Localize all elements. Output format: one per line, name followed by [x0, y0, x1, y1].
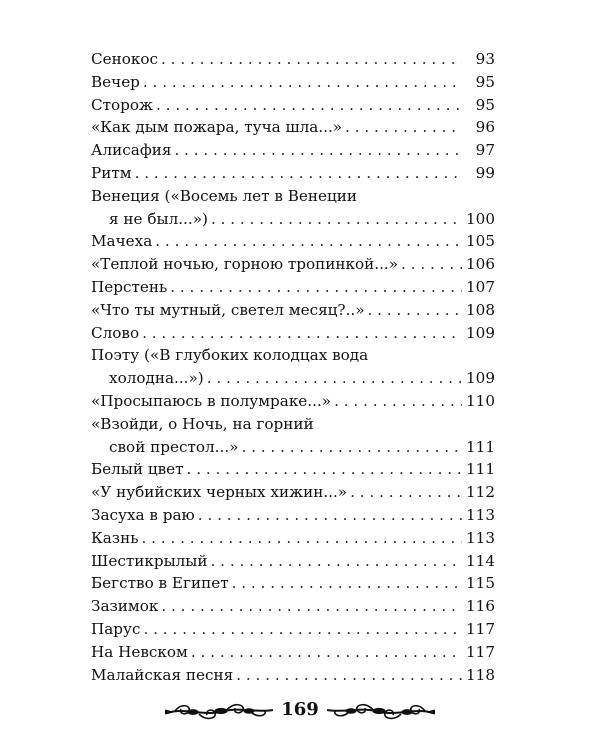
toc-entry-title: «Просыпаюсь в полумраке...» — [91, 391, 332, 410]
dot-leader — [191, 641, 462, 664]
toc-entry — [91, 162, 495, 185]
dot-leader — [156, 94, 462, 117]
toc-entry-title: «Что ты мутный, светел месяц?..» — [91, 300, 365, 319]
toc-entry-page: 111 — [466, 437, 495, 456]
toc-entry — [91, 71, 495, 94]
toc-entry-page: 95 — [475, 95, 495, 114]
toc-entry-title: Вечер — [91, 72, 140, 91]
page-footer — [165, 695, 435, 727]
toc-entry — [91, 504, 495, 527]
toc-entry-page: 114 — [466, 551, 495, 570]
toc-entry — [91, 664, 495, 687]
toc-entry — [91, 595, 495, 618]
toc-entry — [91, 413, 495, 459]
toc-entry — [91, 276, 495, 299]
toc-entry — [91, 48, 495, 71]
dot-leader — [334, 390, 462, 413]
dot-leader — [187, 458, 462, 481]
toc-entry — [91, 344, 495, 390]
page-number: 169 — [281, 699, 319, 720]
toc-entry-page: 109 — [466, 323, 495, 342]
toc-entry-title: Зазимок — [91, 597, 159, 616]
toc-entry-title: Казнь — [91, 528, 139, 547]
dot-leader — [161, 595, 462, 618]
toc-entry-page: 108 — [466, 300, 495, 319]
toc-entry-title: Ритм — [91, 163, 132, 182]
toc-entry-page: 115 — [466, 574, 495, 593]
toc-entry — [91, 390, 495, 413]
dot-leader — [211, 550, 462, 573]
toc-entry-page: 106 — [466, 255, 495, 274]
dot-leader — [161, 48, 462, 71]
toc-entry-title: «Взойди, о Ночь, на горний — [91, 414, 314, 433]
dot-leader — [232, 572, 462, 595]
dot-leader — [143, 618, 462, 641]
toc-entry-page: 116 — [466, 597, 495, 616]
toc-entry-title-continued: свой престол...» — [109, 437, 239, 456]
toc-entry — [91, 322, 495, 345]
toc-entry-title: Парус — [91, 619, 141, 638]
toc-entry — [91, 230, 495, 253]
toc-entry-page: 110 — [466, 391, 495, 410]
toc-entry — [91, 550, 495, 573]
toc-entry-page: 111 — [466, 460, 495, 479]
toc-entry-page: 99 — [475, 163, 495, 182]
toc-entry — [91, 253, 495, 276]
dot-leader — [345, 116, 462, 139]
toc-entry-page: 96 — [475, 118, 495, 137]
toc-entry-title: Белый цвет — [91, 460, 184, 479]
dot-leader — [142, 322, 462, 345]
toc-entry-page: 113 — [466, 505, 495, 524]
toc-entry-title: Венеция («Восемь лет в Венеции — [91, 186, 357, 205]
toc-entry-title: Мачеха — [91, 232, 153, 251]
dot-leader — [143, 71, 462, 94]
toc-entry-title: «Как дым пожара, туча шла...» — [91, 118, 343, 137]
toc-entry — [91, 139, 495, 162]
toc-entry-title: «У нубийских черных хижин...» — [91, 483, 348, 502]
toc-entry-title-continued: холодна...») — [109, 369, 204, 388]
toc-entry-page: 95 — [475, 72, 495, 91]
toc-entry-title: Поэту («В глубоких колодцах вода — [91, 346, 369, 365]
toc-entry — [91, 458, 495, 481]
toc-entry — [91, 481, 495, 504]
toc-entry-title: Шестикрылый — [91, 551, 208, 570]
toc-entry-title: Алисафия — [91, 141, 172, 160]
toc-entry-title: Сторож — [91, 95, 154, 114]
toc-entry-page: 97 — [475, 141, 495, 160]
toc-entry — [91, 527, 495, 550]
dot-leader — [368, 299, 462, 322]
toc-entry-page: 100 — [466, 209, 495, 228]
toc-entry-page: 112 — [466, 483, 495, 502]
toc-entry-title: Сенокос — [91, 50, 159, 68]
toc-entry-page: 105 — [466, 232, 495, 251]
toc-entry-title: Засуха в раю — [91, 505, 195, 524]
toc-entry-page: 109 — [466, 369, 495, 388]
toc-entry-page: 113 — [466, 528, 495, 547]
dot-leader — [174, 139, 462, 162]
toc-entry — [91, 116, 495, 139]
dot-leader — [141, 527, 462, 550]
toc-entry-page: 107 — [466, 277, 495, 296]
dot-leader — [198, 504, 462, 527]
dot-leader — [241, 436, 462, 459]
toc-entry — [91, 641, 495, 664]
toc-entry-title: На Невском — [91, 642, 188, 661]
dot-leader — [401, 253, 462, 276]
dot-leader — [236, 664, 462, 687]
toc-entry — [91, 572, 495, 595]
dot-leader — [135, 162, 462, 185]
toc-entry-title: Малайская песня — [91, 665, 234, 684]
toc-entry — [91, 185, 495, 231]
toc-entry-title: Перстень — [91, 277, 168, 296]
dot-leader — [207, 367, 462, 390]
dot-leader — [170, 276, 462, 299]
toc-entry-page: 117 — [466, 619, 495, 638]
toc-entry-title-continued: я не был...») — [109, 209, 208, 228]
toc-entry-page: 93 — [475, 50, 495, 68]
toc-entry-title: Бегство в Египет — [91, 574, 229, 593]
toc-entry — [91, 94, 495, 117]
toc-entry-page: 117 — [466, 642, 495, 661]
toc-entry-title: Слово — [91, 323, 140, 342]
dot-leader — [211, 208, 462, 231]
dot-leader — [350, 481, 462, 504]
toc-entry — [91, 618, 495, 641]
toc-entry-page: 118 — [466, 665, 495, 684]
toc-entry-title: «Теплой ночью, горною тропинкой...» — [91, 255, 399, 274]
toc-entry — [91, 299, 495, 322]
table-of-contents — [91, 48, 495, 686]
dot-leader — [155, 230, 462, 253]
